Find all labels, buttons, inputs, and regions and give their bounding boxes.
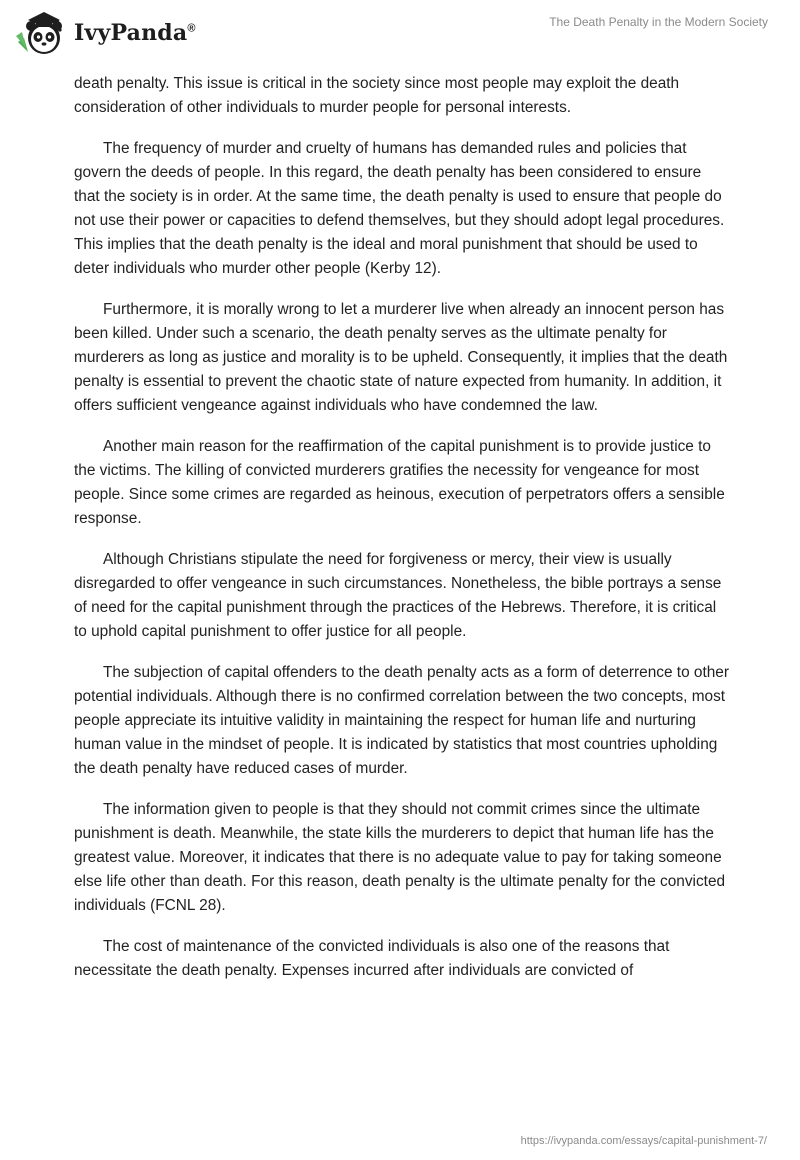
paragraph: The cost of maintenance of the convicted individuals is also one of the reasons that necessitate the death penalty. Expenses incurred after individuals are convicted of	[74, 938, 670, 979]
document-title: The Death Penalty in the Modern Society	[549, 15, 768, 29]
paragraph: Another main reason for the reaffirmation of the capital punishment is to provide justice to the victims. The killing of convicted murderers gratifies the necessity for vengeance for most people. Since some crimes are regarded as heinous, execution of perpetrators offers a sensible response.	[74, 438, 725, 527]
brand-name: IvyPanda®	[74, 20, 196, 46]
paragraph: The information given to people is that they should not commit crimes since the ultimate punishment is death. Meanwhile, the state kills the murderers to depict that human life has the greatest value. Moreover, it indicates that there is no adequate value to pay for taking someone else life other than death. For this reason, death penalty is the ultimate penalty for the convicted individuals (FCNL 28).	[74, 801, 726, 914]
paragraph: Although Christians stipulate the need for forgiveness or mercy, their view is usually disregarded to offer vengeance in such circumstances. Nonetheless, the bible portrays a sense of need for the capital punishment through the practices of the Hebrews. Therefore, it is critical to uphold capital punishment to offer justice for all people.	[74, 551, 722, 640]
ivypanda-logo[interactable]	[14, 8, 196, 58]
panda-graduate-icon	[14, 8, 70, 58]
paragraph: death penalty. This issue is critical in the society since most people may exploit the death consideration of other individuals to murder people for personal interests.	[74, 75, 680, 116]
source-url-link[interactable]: https://ivypanda.com/essays/capital-punishment-7/	[520, 1135, 767, 1147]
page-header	[0, 0, 800, 66]
paragraph: The frequency of murder and cruelty of humans has demanded rules and policies that govern the deeds of people. In this regard, the death penalty has been considered to ensure that the society is in order. At the same time, the death penalty is used to ensure that people do not use their power or capacities to defend themselves, but they should adopt legal procedures. This implies that the death penalty is the ideal and moral punishment that should be used to deter individuals who murder other people (Kerby 12).	[74, 140, 725, 277]
paragraph: Furthermore, it is morally wrong to let a murderer live when already an innocent person has been killed. Under such a scenario, the death penalty serves as the ultimate penalty for murderers as long as justice and morality is to be upheld. Consequently, it implies that the death penalty is essential to prevent the chaotic state of nature expected from humanity. In addition, it offers sufficient vengeance against individuals who have condemned the law.	[74, 301, 728, 414]
paragraph: The subjection of capital offenders to the death penalty acts as a form of deterrence to other potential individuals. Although there is no confirmed correlation between the two concepts, most people appreciate its intuitive validity in maintaining the respect for human life and nurturing human value in the mindset of people. It is indicated by statistics that most countries upholding the death penalty have reduced cases of murder.	[74, 664, 729, 777]
registered-mark: ®	[187, 22, 196, 35]
essay-body	[74, 72, 730, 1000]
